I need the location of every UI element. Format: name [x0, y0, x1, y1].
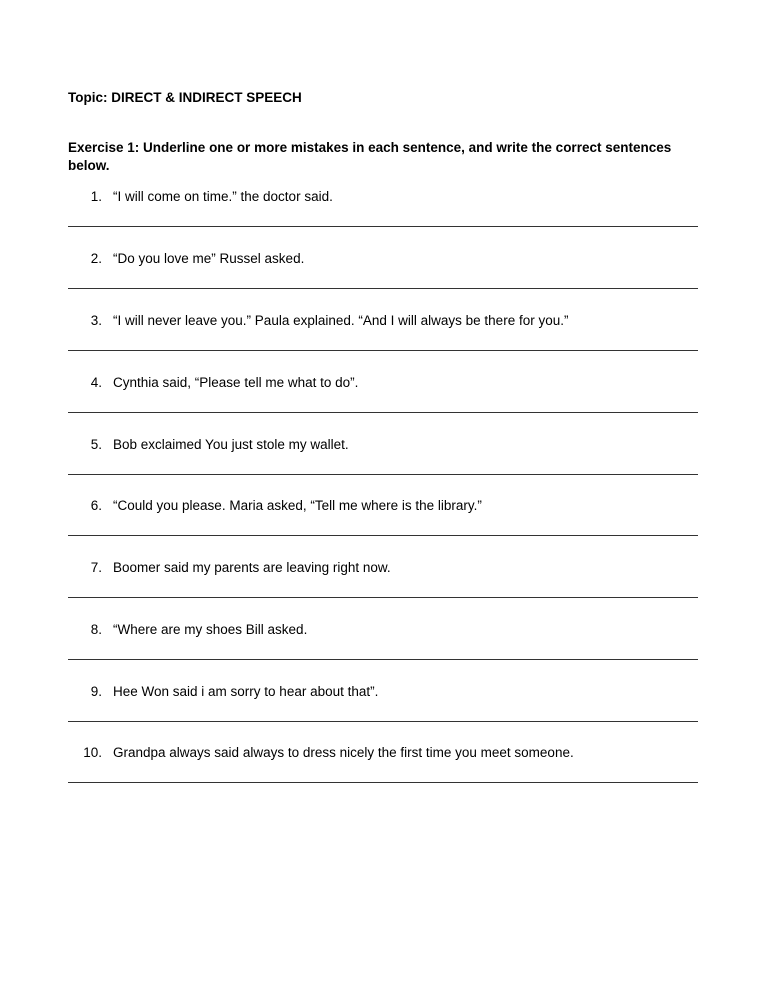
exercise-item — [0, 560, 768, 622]
answer-line — [68, 535, 698, 536]
item-number: 3. — [90, 313, 102, 328]
exercise-item — [0, 251, 768, 313]
item-sentence: Bob exclaimed You just stole my wallet. — [113, 437, 349, 452]
answer-line — [68, 288, 698, 289]
answer-line — [68, 721, 698, 722]
answer-line — [68, 226, 698, 227]
exercise-item — [0, 375, 768, 437]
item-number: 7. — [90, 560, 102, 575]
item-sentence: “Could you please. Maria asked, “Tell me where is the library.” — [113, 498, 482, 513]
item-number: 4. — [90, 375, 102, 390]
item-number: 10. — [83, 745, 102, 760]
exercise-item — [0, 745, 768, 807]
answer-line — [68, 782, 698, 783]
item-sentence: Grandpa always said always to dress nicely the first time you meet someone. — [113, 745, 574, 760]
exercise-item — [0, 313, 768, 375]
exercise-item — [0, 189, 768, 251]
item-number: 2. — [90, 251, 102, 266]
answer-line — [68, 597, 698, 598]
item-sentence: “Do you love me” Russel asked. — [113, 251, 305, 266]
item-number: 8. — [90, 622, 102, 637]
item-sentence: “I will come on time.” the doctor said. — [113, 189, 333, 204]
answer-line — [68, 412, 698, 413]
item-number: 9. — [90, 684, 102, 699]
answer-line — [68, 350, 698, 351]
exercise-item — [0, 684, 768, 746]
exercise-instructions: Exercise 1: Underline one or more mistakes in each sentence, and write the correct sentences below. — [68, 140, 672, 173]
item-sentence: Hee Won said i am sorry to hear about that”. — [113, 684, 379, 699]
item-sentence: “Where are my shoes Bill asked. — [113, 622, 308, 637]
item-sentence: “I will never leave you.” Paula explained. “And I will always be there for you.” — [113, 313, 569, 328]
answer-line — [68, 659, 698, 660]
answer-line — [68, 474, 698, 475]
item-sentence: Cynthia said, “Please tell me what to do”. — [113, 375, 359, 390]
exercise-item — [0, 498, 768, 560]
item-number: 5. — [90, 437, 102, 452]
topic-heading: Topic: DIRECT & INDIRECT SPEECH — [68, 90, 302, 105]
item-number: 1. — [90, 189, 102, 204]
exercise-item — [0, 622, 768, 684]
item-sentence: Boomer said my parents are leaving right now. — [113, 560, 391, 575]
item-number: 6. — [90, 498, 102, 513]
exercise-item — [0, 437, 768, 499]
